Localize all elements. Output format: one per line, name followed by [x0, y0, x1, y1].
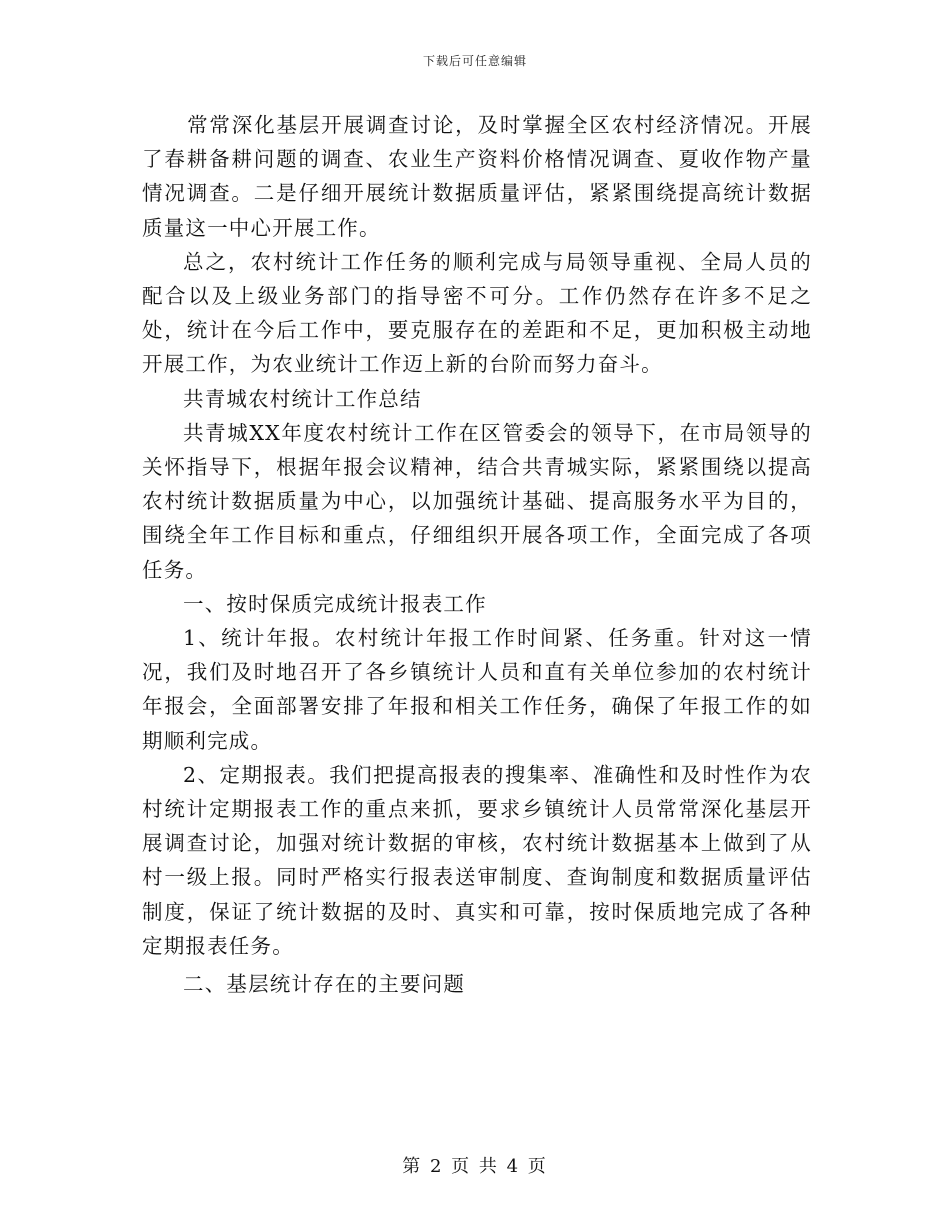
- paragraph: 2、定期报表。我们把提高报表的搜集率、准确性和及时性作为农村统计定期报表工作的重点来抓，要求乡镇统计人员常常深化基层开展调查讨论，加强对统计数据的审核，农村统计数据基本上做到了从村一级上报。同时严格实行报表送审制度、查询制度和数据质量评估制度，保证了统计数据的及时、真实和可靠，按时保质地完成了各种定期报表任务。: [142, 762, 812, 958]
- document-body: [142, 108, 812, 1001]
- page-number: 第 2 页 共 4 页: [402, 1156, 548, 1177]
- page-header: 下载后可任意编辑: [422, 54, 527, 68]
- paragraph: 1、统计年报。农村统计年报工作时间紧、任务重。针对这一情况，我们及时地召开了各乡镇统计人员和直有关单位参加的农村统计年报会，全面部署安排了年报和相关工作任务，确保了年报工作的如期顺利完成。: [142, 626, 812, 753]
- section-heading: 二、基层统计存在的主要问题: [183, 972, 466, 997]
- paragraph: 总之，农村统计工作任务的顺利完成与局领导重视、全局人员的配合以及上级业务部门的指导密不可分。工作仍然存在许多不足之处，统计在今后工作中，要克服存在的差距和不足，更加积极主动地开展工作，为农业统计工作迈上新的台阶而努力奋斗。: [142, 249, 812, 377]
- section-heading: 共青城农村统计工作总结: [183, 386, 422, 411]
- paragraph: 常常深化基层开展调查讨论，及时掌握全区农村经济情况。开展了春耕备耕问题的调查、农业生产资料价格情况调查、夏收作物产量情况调查。二是仔细开展统计数据质量评估，紧紧围绕提高统计数据质量这一中心开展工作。: [142, 113, 812, 240]
- paragraph: 共青城XX年度农村统计工作在区管委会的领导下，在市局领导的关怀指导下，根据年报会议精神，结合共青城实际，紧紧围绕以提高农村统计数据质量为中心，以加强统计基础、提高服务水平为目的，围绕全年工作目标和重点，仔细组织开展各项工作，全面完成了各项任务。: [142, 420, 812, 582]
- section-heading: 一、按时保质完成统计报表工作: [183, 591, 487, 616]
